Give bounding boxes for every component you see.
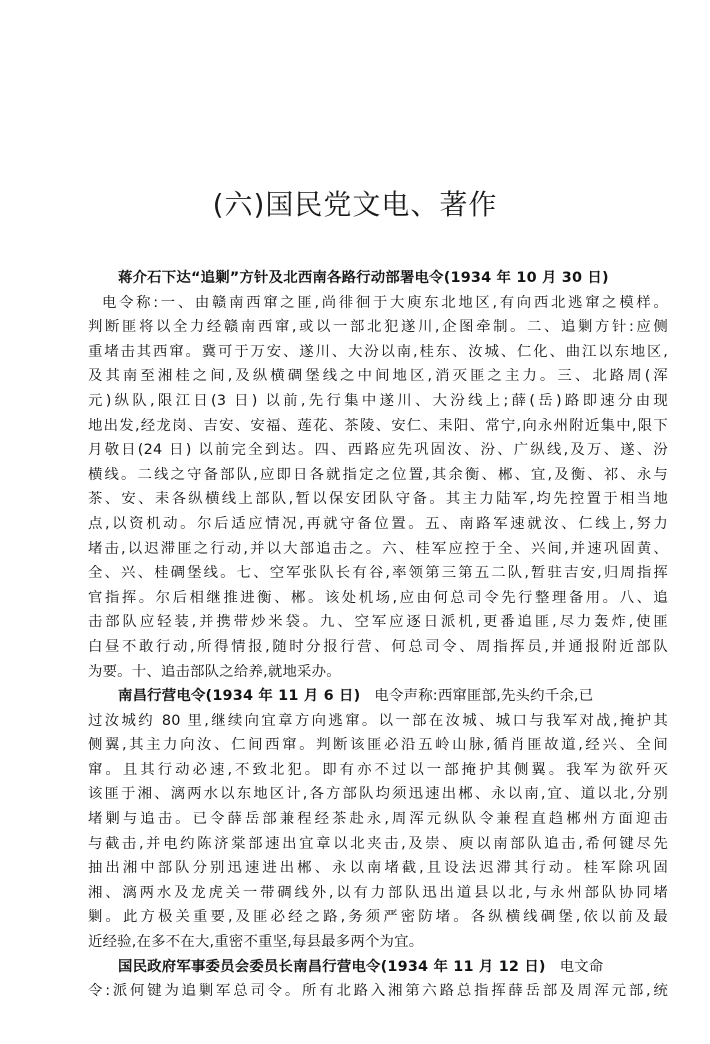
doc2-line: 侧翼,其主力向汝、仁间西窜。判断该匪必沿五岭山脉,循肖匪故道,经兴、全间 <box>88 737 668 754</box>
doc1-line: 月敬日(24 日) 以前完全到达。四、西路应先巩固汝、汾、广纵线,及万、遂、汾 <box>88 442 668 459</box>
doc2-lead: 电令声称:西窜匪部,先头约千余,已 <box>374 688 594 705</box>
doc3-lead: 电文命 <box>559 958 604 975</box>
doc1-line: 堵击,以迟滞匪之行动,并以大部追击之。六、桂军应控于全、兴间,并速巩固黄、 <box>88 540 668 557</box>
doc2-line: 该匪于湘、漓两水以东地区计,各方部队均须迅速出郴、永以南,宜、道以北,分别 <box>88 786 668 803</box>
doc2-line: 剿。此方极关重要,及匪必经之路,务须严密防堵。各纵横线碉堡,依以前及最 <box>88 909 668 926</box>
doc2-line: 抽出湘中部队分别迅速进出郴、永以南堵截,且设法迟滞其行动。桂军除巩固 <box>88 860 668 877</box>
doc3-heading-line <box>88 955 668 980</box>
doc1-line: 为要。十、追击部队之给养,就地采办。 <box>88 663 341 680</box>
doc1-line: 点,以资机动。尔后适应情况,再就守备位置。五、南路军速就汝、仁线上,努力 <box>88 515 668 532</box>
doc1-line: 茶、安、耒各纵横线上部队,暂以保安团队守备。其主力陆军,均先控置于相当地 <box>88 491 668 508</box>
doc2-line: 与截击,并电约陈济棠部速出宜章以北夹击,及崇、庾以南部队追击,希何键尽先 <box>88 835 668 852</box>
doc3-line: 令:派何键为追剿军总司令。所有北路入湘第六路总指挥薛岳部及周浑元部,统 <box>88 983 668 1000</box>
doc3-heading: 国民政府军事委员会委员长南昌行营电令(1934 年 11 月 12 日) <box>118 958 546 975</box>
doc2-line: 窜。且其行动必速,不致北犯。即有亦不过以一部掩护其侧翼。我军为欲歼灭 <box>88 761 668 778</box>
doc1-line: 判断匪将以全力经赣南西窜,或以一部北犯遂川,企图牵制。二、追剿方针:应侧 <box>88 319 668 336</box>
doc1-line: 重堵击其西窜。冀可于万安、遂川、大汾以南,桂东、汝城、仁化、曲江以东地区, <box>88 343 668 360</box>
doc1-line: 元)纵队,限江日(3 日) 以前,先行集中遂川、大汾线上;薛(岳)路即速分由现 <box>88 392 668 409</box>
doc1-line: 全、兴、桂碉堡线。七、空军张队长有谷,率领第三第五二队,暂驻吉安,归周指挥 <box>88 565 668 582</box>
doc2-line: 近经验,在多不在大,重密不重坚,每县最多两个为宜。 <box>88 934 424 951</box>
doc2-line: 湘、漓两水及龙虎关一带碉线外,以有力部队迅出道县以北,与永州部队协同堵 <box>88 884 668 901</box>
doc1-line: 击部队应轻装,并携带炒米袋。九、空军应逐日派机,更番追匪,尽力轰炸,使匪 <box>88 614 668 631</box>
doc2-heading: 南昌行营电令(1934 年 11 月 6 日) <box>118 688 361 705</box>
document-body <box>88 266 668 1004</box>
doc1-heading: 蒋介石下达“追剿”方针及北西南各路行动部署电令(1934 年 10 月 30 日) <box>118 270 609 286</box>
doc1-line: 白昼不敢行动,所得情报,随时分报行营、何总司令、周指挥员,并通报附近部队 <box>88 638 668 655</box>
doc1-heading-line <box>88 266 668 291</box>
doc1-line: 官指挥。尔后相继推进衡、郴。该处机场,应由何总司令先行整理备用。八、追 <box>88 589 668 606</box>
doc2-line: 堵剿与追击。已令薛岳部兼程经茶赴永,周浑元纵队令兼程直趋郴州方面迎击 <box>88 811 668 828</box>
doc1-line: 电令称:一、由赣南西窜之匪,尚徘徊于大庾东北地区,有向西北逃窜之模样。 <box>102 294 668 311</box>
section-title: (六)国民党文电、著作 <box>212 188 498 221</box>
doc1-line: 及其南至湘桂之间,及纵横碉堡线之中间地区,消灭匪之主力。三、北路周(浑 <box>88 368 668 385</box>
doc1-line: 横线。二线之守备部队,应即日各就指定之位置,其余衡、郴、宜,及衡、祁、永与 <box>88 466 668 483</box>
doc2-heading-line <box>88 684 668 709</box>
doc1-line: 地出发,经龙岗、吉安、安福、莲花、茶陵、安仁、耒阳、常宁,向永州附近集中,限下 <box>88 417 668 434</box>
doc2-line: 过汝城约 80 里,继续向宜章方向逃窜。以一部在汝城、城口与我军对战,掩护其 <box>88 712 668 729</box>
